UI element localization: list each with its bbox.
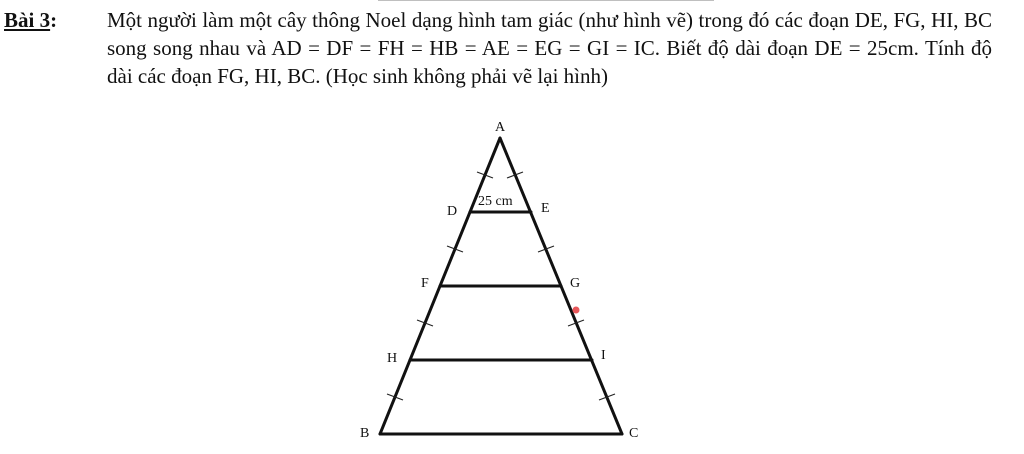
de-length-label: 25 cm xyxy=(478,194,513,209)
problem-number: Bài 3 xyxy=(4,8,51,32)
point-g-label: G xyxy=(570,276,581,291)
point-d-label: D xyxy=(447,204,458,219)
point-f-label: F xyxy=(421,276,429,291)
point-h-label: H xyxy=(387,351,398,366)
marker-dot xyxy=(573,307,580,314)
problem-colon: : xyxy=(50,8,58,32)
problem-text: Một người làm một cây thông Noel dạng hình tam giác (như hình vẽ) trong đó các đoạn DE, FG, HI, BC song song nhau và AD = DF = FH = HB = AE = EG = GI = IC. Biết độ dài đoạn DE = 25cm. Tính độ dài các đoạn FG, HI, BC. (Học sinh không phải vẽ lại hình) xyxy=(107,8,992,88)
point-a-label: A xyxy=(495,120,506,135)
point-e-label: E xyxy=(541,201,550,216)
point-i-label: I xyxy=(601,348,606,363)
point-c-label: C xyxy=(629,426,639,441)
point-b-label: B xyxy=(360,426,370,441)
